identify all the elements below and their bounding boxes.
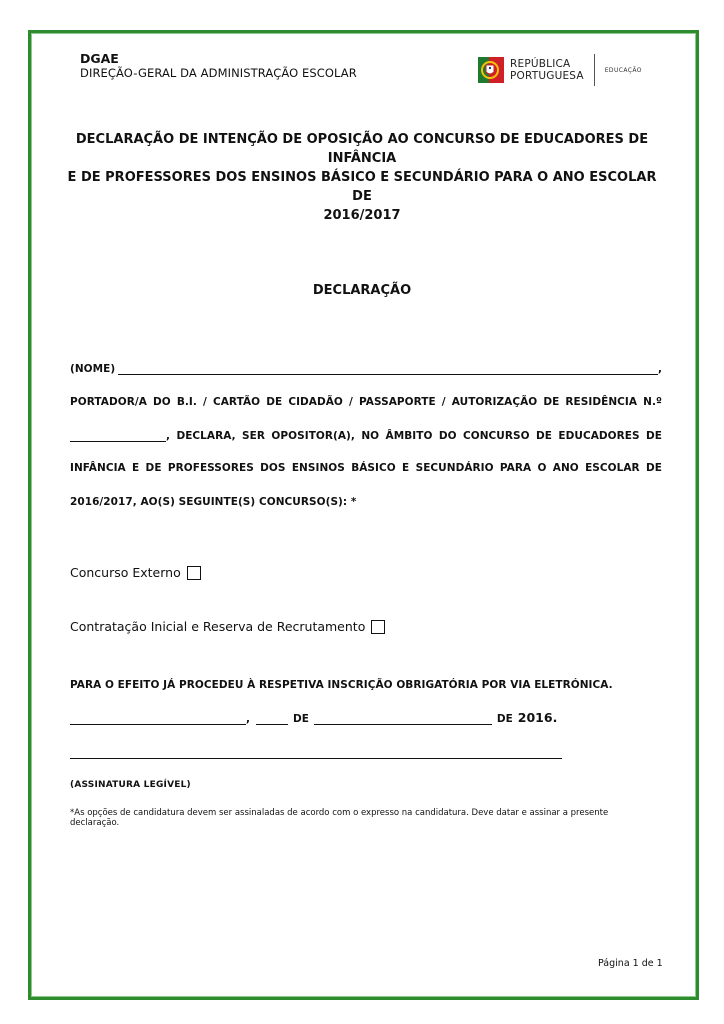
month-field[interactable]	[314, 713, 492, 725]
government-logo	[478, 52, 642, 88]
name-field[interactable]	[118, 363, 658, 375]
date-comma: ,	[246, 713, 250, 725]
title-line3: 2016/2017	[323, 208, 401, 223]
document-type-line: PORTADOR/A DO B.I. / CARTÃO DE CIDADÃO / PASSAPORTE / AUTORIZAÇÃO DE RESIDÊNCIA N.º	[70, 396, 662, 408]
day-field[interactable]	[256, 713, 288, 725]
name-end: ,	[657, 363, 662, 375]
registration-text: PARA O EFEITO JÁ PROCEDEU À RESPETIVA INSCRIÇÃO OBRIGATÓRIA POR VIA ELETRÓNICA.	[70, 679, 613, 691]
document-title	[60, 130, 664, 225]
portuguese-coat-of-arms-icon	[478, 55, 504, 85]
option-label: Concurso Externo	[70, 565, 181, 580]
signature-field[interactable]	[70, 758, 562, 759]
option-contratacao-inicial	[70, 619, 385, 634]
name-line	[70, 363, 662, 375]
declaration-heading: DECLARAÇÃO	[312, 283, 412, 298]
place-field[interactable]	[70, 713, 246, 725]
republic-line1: REPÚBLICA	[510, 58, 571, 70]
signature-label: (ASSINATURA LEGÍVEL)	[70, 780, 191, 790]
date-line	[70, 710, 557, 725]
page-number: Página 1 de 1	[598, 958, 663, 969]
id-number-line	[70, 430, 662, 442]
contratacao-inicial-checkbox[interactable]	[371, 620, 385, 634]
contest-scope-line: INFÂNCIA E DE PROFESSORES DOS ENSINOS BÁSICO E SECUNDÁRIO PARA O ANO ESCOLAR DE	[70, 462, 662, 474]
org-abbreviation: DGAE	[80, 51, 119, 66]
date-de-2: DE	[496, 713, 513, 725]
title-line1: DECLARAÇÃO DE INTENÇÃO DE OPOSIÇÃO AO CONCURSO DE EDUCADORES DE INFÂNCIA	[75, 132, 649, 166]
contests-intro-line: 2016/2017, AO(S) SEGUINTE(S) CONCURSO(S): *	[70, 496, 357, 508]
declares-text: , DECLARA, SER OPOSITOR(A), NO ÂMBITO DO CONCURSO DE EDUCADORES DE	[166, 430, 662, 442]
date-de-1: DE	[293, 713, 309, 725]
org-name: DIREÇÃO-GERAL DA ADMINISTRAÇÃO ESCOLAR	[80, 66, 357, 80]
option-label: Contratação Inicial e Reserva de Recrutamento	[70, 619, 366, 634]
option-concurso-externo	[70, 565, 201, 580]
logo-divider	[594, 54, 595, 86]
name-label: (NOME)	[70, 363, 116, 375]
id-number-field[interactable]	[70, 430, 166, 442]
title-line2: E DE PROFESSORES DOS ENSINOS BÁSICO E SECUNDÁRIO PARA O ANO ESCOLAR DE	[67, 170, 657, 204]
date-year: 2016.	[517, 710, 558, 725]
footnote: *As opções de candidatura devem ser assinaladas de acordo com o expresso na candidatura. Deve datar e assinar a presente declaração.	[70, 808, 609, 828]
organization-header	[80, 52, 357, 80]
republic-name	[510, 58, 584, 82]
republic-line2: PORTUGUESA	[510, 70, 584, 82]
concurso-externo-checkbox[interactable]	[187, 566, 201, 580]
ministry-label: EDUCAÇÃO	[604, 66, 642, 74]
